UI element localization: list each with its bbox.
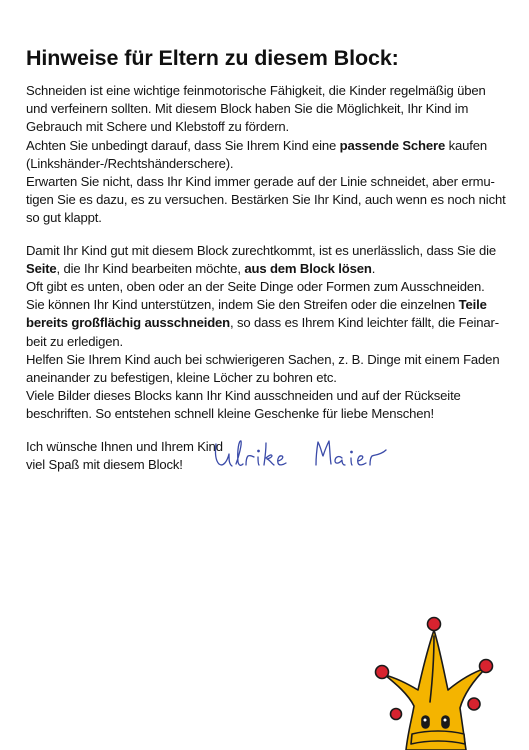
text-line: Erwarten Sie nicht, dass Ihr Kind immer gerade auf der Linie schneidet, aber ermu- <box>26 174 495 190</box>
text-line: aneinander zu befestigen, kleine Löcher zu bohren etc. <box>26 370 337 386</box>
text-line <box>26 296 506 314</box>
emphasis-page: Seite <box>26 260 57 276</box>
emphasis-cut-out: bereits großflächig ausschneiden <box>26 315 231 331</box>
text-line: und verfeinern sollten. Mit diesem Block haben Sie die Möglichkeit, Ihr Kind im <box>26 101 469 117</box>
text-segment: Achten Sie unbedingt darauf, dass Sie Ihrem Kind eine <box>26 137 340 153</box>
text-segment: , die Ihr Kind bearbeiten möchte, <box>56 260 245 276</box>
text-segment: . <box>371 260 376 276</box>
emphasis-scissors: passende Schere <box>339 137 446 153</box>
body-text <box>26 82 506 474</box>
emphasis-parts: Teile <box>458 297 487 313</box>
text-segment: kaufen <box>445 137 488 153</box>
text-line: Schneiden ist eine wichtige feinmotorische Fähigkeit, die Kinder regelmäßig üben <box>26 83 486 98</box>
text-line: Oft gibt es unten, oben oder an der Seite Dinge oder Formen zum Ausschneiden. <box>26 279 485 295</box>
handwritten-signature <box>212 436 390 472</box>
paragraph-gap <box>26 228 506 242</box>
jester-hat-mascot-illustration <box>368 606 508 750</box>
text-line <box>26 260 506 278</box>
text-segment: , so dass es Ihrem Kind leichter fällt, die Feinar- <box>230 315 499 331</box>
text-line: beit zu erledigen. <box>26 333 124 349</box>
text-line: beschriften. So entstehen schnell kleine Geschenke für liebe Menschen! <box>26 406 435 422</box>
text-segment: Sie können Ihr Kind unterstützen, indem Sie den Streifen oder die einzelnen <box>26 297 459 313</box>
text-line: tigen Sie es dazu, es zu versuchen. Bestärken Sie Ihr Kind, auch wenn es noch nicht <box>26 192 506 208</box>
text-line: so gut klappt. <box>26 210 102 226</box>
text-line: Damit Ihr Kind gut mit diesem Block zurechtkommt, ist es unerlässlich, dass Sie die <box>26 242 497 258</box>
text-line: Gebrauch mit Schere und Klebstoff zu fördern. <box>26 119 290 135</box>
text-line: Viele Bilder dieses Blocks kann Ihr Kind ausschneiden und auf der Rückseite <box>26 388 461 404</box>
text-line: viel Spaß mit diesem Block! <box>26 456 183 472</box>
page-title: Hinweise für Eltern zu diesem Block: <box>26 46 399 70</box>
emphasis-detach: aus dem Block lösen <box>244 260 372 276</box>
text-line: Helfen Sie Ihrem Kind auch bei schwierigeren Sachen, z. B. Dinge mit einem Faden <box>26 351 500 367</box>
text-line <box>26 314 506 332</box>
text-line: Ich wünsche Ihnen und Ihrem Kind <box>26 438 223 454</box>
text-line: (Linkshänder-/Rechtshänderschere). <box>26 155 234 171</box>
text-line <box>26 137 506 155</box>
